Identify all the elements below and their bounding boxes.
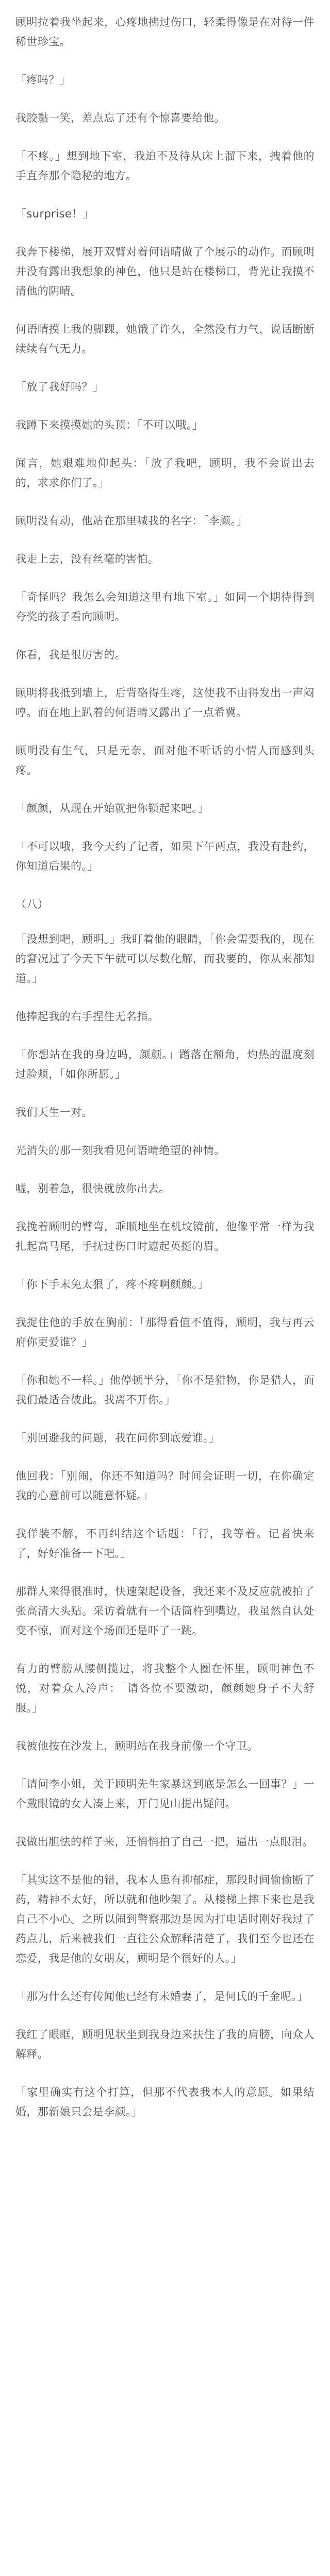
paragraph: 「那为什么还有传闻他已经有未婚妻了，是何氏的千金呢。」 <box>15 1990 308 2003</box>
paragraph: 「别回避我的问题，我在问你到底爱谁。」 <box>15 1432 220 1444</box>
paragraph: 嘘，别着急，很快就放你出去。 <box>15 1182 170 1195</box>
paragraph: 有力的臂膀从腰侧揽过，将我整个人圈在怀里，顾明神色不悦，对着众人冷声：「请各位不要激动，颜颜她身子不大舒服。」 <box>15 1663 315 1714</box>
paragraph: 顾明拉着我坐起来，心疼地拂过伤口，轻柔得像是在对待一件稀世珍宝。 <box>15 16 315 48</box>
paragraph: 我走上去，没有丝毫的害怕。 <box>15 553 159 565</box>
paragraph: 「奇怪吗？我怎么会知道这里有地下室。」如同一个期待得到夸奖的孩子看向顾明。 <box>15 591 315 623</box>
paragraph: 「请问李小姐，关于顾明先生家暴这到底是怎么一回事？」一个戴眼镜的女人凑上来，开门见山提出疑问。 <box>15 1778 315 1810</box>
paragraph: 我捉住他的手放在胸前：「那得看值不值得，顾明，我与再云府你更爱谁？」 <box>15 1316 315 1348</box>
paragraph: 我们天生一对。 <box>15 1106 93 1118</box>
paragraph: 那群人来得很准时，快速架起设备，我还来不及反应就被拍了张高清大头贴。采访着就有一个话筒杵到嘴边，我虽然自认处变不惊，面对这个场面还是吓了一跳。 <box>15 1585 315 1637</box>
paragraph: 「你下手未免太狠了，疼不疼啊颜颜。」 <box>15 1278 209 1291</box>
paragraph: 「surprise！」 <box>15 208 94 220</box>
paragraph: 「没想到吧，顾明。」我盯着他的眼睛，「你会需要我的，现在的窘况过了今天下午就可以尽数化解，而我要的，你从来都知道。」 <box>15 933 315 985</box>
paragraph: 他捧起我的右手捏住无名指。 <box>15 1010 159 1023</box>
paragraph: 我红了眼眶，顾明见状坐到我身边来扶住了我的肩膀，向众人解释。 <box>15 2028 315 2060</box>
paragraph: 「不可以哦，我今天约了记者，如果下午两点，我没有赴约，你知道后果的。」 <box>15 840 315 872</box>
paragraph: 「你想站在我的身边吗，颜颜。」蹭落在额角，灼热的温度刻过脸颊，「如你所愿。」 <box>15 1048 315 1080</box>
paragraph: 「疼吗？」 <box>15 74 71 86</box>
paragraph: 我蹲下来摸摸她的头顶：「不可以哦。」 <box>15 419 204 431</box>
paragraph: 「家里确实有这个打算，但那不代表我本人的意愿。如果结婚，那新娘只会是李颜。」 <box>15 2086 315 2118</box>
paragraph: 顾明没有动，他站在那里喊我的名字：「李颜。」 <box>15 515 248 527</box>
paragraph: 我挽着顾明的臂弯，乖顺地坐在机坟镜前，他像平常一样为我扎起高马尾，手抚过伤口时遮起英挺的眉。 <box>15 1221 315 1252</box>
paragraph: 我做出胆怯的样子来，还悄悄拍了自己一把，逼出一点眼泪。 <box>15 1836 314 1848</box>
paragraph: 闻言，她艰难地仰起头：「放了我吧，顾明，我不会说出去的，求求你们了。」 <box>15 457 315 489</box>
paragraph: 「放了我好吗？」 <box>15 381 104 393</box>
paragraph: 我胶黏一笑，差点忘了还有个惊喜要给他。 <box>15 112 225 124</box>
paragraph: 何语晴摸上我的脚踝，她饿了许久，全然没有力气，说话断断续续有气无力。 <box>15 323 315 355</box>
paragraph: 「颜颜，从现在开始就把你锁起来吧。」 <box>15 802 209 815</box>
paragraph: 我佯装不解，不再纠结这个话题：「行，我等着。记者快来了，好好准备一下吧。」 <box>15 1528 315 1560</box>
section-heading: （八） <box>15 898 49 910</box>
paragraph: 顾明将我抵到墙上，后背硌得生疼，这使我不由得发出一声闷哼。而在地上趴着的何语晴又露出了一点希冀。 <box>15 687 315 719</box>
paragraph: 「不疼。」想到地下室，我迫不及待从床上溜下来，拽着他的手直奔那个隐秘的地方。 <box>15 150 315 182</box>
paragraph: 光消失的那一刻我看见何语晴绝望的神情。 <box>15 1144 225 1157</box>
paragraph: 他回我：「别闹，你还不知道吗？时间会证明一切，在你确定我的心意前可以随意怀疑。」 <box>15 1470 315 1502</box>
paragraph: 顾明没有生气，只是无奈，面对他不听话的小情人而感到头疼。 <box>15 744 315 776</box>
paragraph: 你看，我是很厉害的。 <box>15 649 126 661</box>
paragraph: 「其实这不是他的错，我本人患有抑郁症，那段时间偷偷断了药，精神不太好，所以就和他吵架了。从楼梯上摔下来也是我自己不小心。之所以闹到警察那边是因为打电话时刚好我过了药点儿，后来被我们一直往公众解释清楚了，我们至今也还在恋爱，我是他的女朋友，顾明是个很好的人。」 <box>15 1874 315 1964</box>
paragraph: 「你和她不一样。」他停顿半分，「你不是猎物，你是猎人，而我们最适合彼此。我离不开你。」 <box>15 1374 315 1406</box>
paragraph: 我奔下楼梯，展开双臂对着何语晴做了个展示的动作。而顾明并没有露出我想象的神色，他只是站在楼梯口，背光让我摸不清他的阴晴。 <box>15 246 315 297</box>
paragraph: 我被他按在沙发上，顾明站在我身前像一个守卫。 <box>15 1740 258 1752</box>
